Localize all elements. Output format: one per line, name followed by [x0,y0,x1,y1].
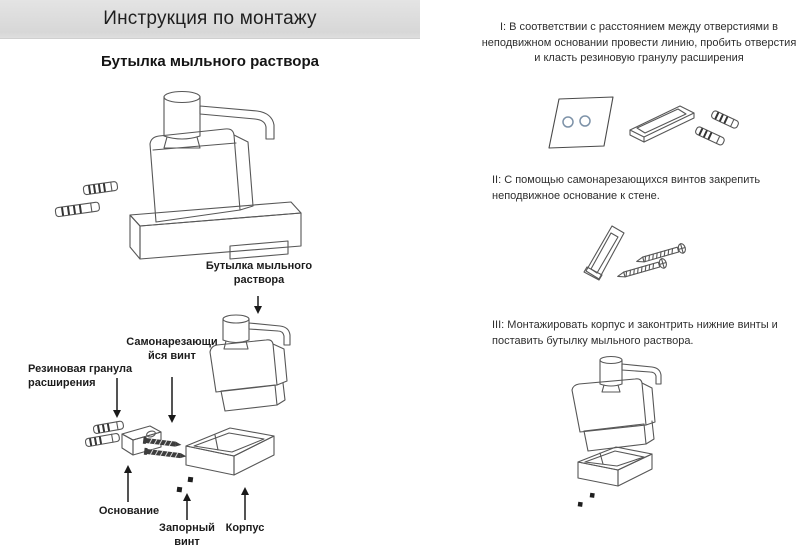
wall-anchor-icon [83,181,118,195]
soap-bottle-drawing [572,357,661,452]
body-tray-drawing [578,447,652,486]
label-line: Основание [98,505,160,517]
step-3-text: III: Монтажировать корпус и законтрить нижние винты и поставить бутылку мыльного раствора. [492,319,778,347]
lock-screw-marker [578,493,595,507]
label-line: расширения [28,377,96,390]
wall-bracket-drawing [584,226,624,280]
label-line: Самонарезающи [126,336,218,348]
mounting-plate-drawing [549,97,613,148]
lock-screw-marker [177,477,194,493]
wall-anchor-icon [93,421,124,434]
label-line: Корпус [225,522,265,534]
step-3-drawing [540,346,775,551]
label-base [92,504,166,518]
pump-spout-drawing [164,92,274,149]
wall-anchor-icon [55,202,100,217]
label-line: винт [174,536,200,549]
step-2-text: II: С помощью самонарезающихся винтов закрепить неподвижное основание к стене. [492,174,761,202]
label-line: йся винт [148,350,196,363]
screw-icon [144,448,187,460]
label-rubber-anchor [28,362,140,391]
label-line: Резиновая гранула [28,363,133,375]
label-line: раствора [233,274,285,287]
label-line: Запорный [159,522,215,534]
wall-bracket-drawing [630,106,694,142]
step-1-drawing [522,86,762,168]
product-title: Бутылка мыльного раствора [101,53,319,70]
assembled-dispenser-drawing [55,82,305,267]
page-title: Инструкция по монтажу [103,8,317,29]
header-bar [0,0,420,39]
body-tray-drawing [186,428,274,475]
screw-icon [143,437,182,449]
label-bottle [193,259,325,288]
label-line: Бутылка мыльного [205,260,313,272]
wall-anchor-icon [711,110,740,129]
wall-anchor-icon [85,433,120,447]
label-body [209,521,281,535]
step-2-drawing [553,212,763,312]
step-1-text: I: В соответствии с расстоянием между отверстиями в неподвижном основании провести линию, пробить отверстия и класть резиновую гранулу расширения [481,21,797,65]
label-self-tapping-screw [108,335,236,364]
wall-anchor-icon [695,126,726,146]
